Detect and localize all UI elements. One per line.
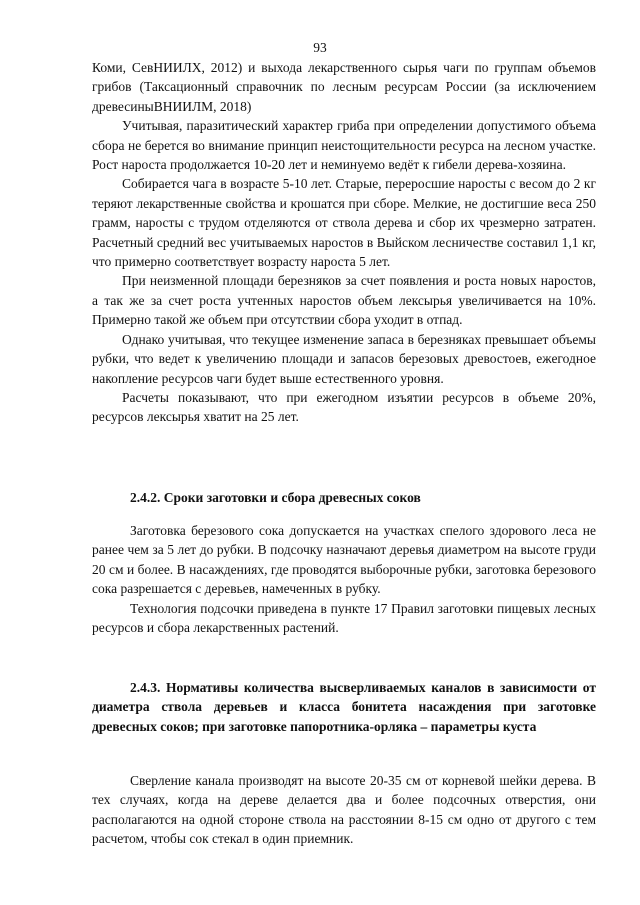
paragraph: При неизменной площади березняков за счет появления и роста новых наростов, а так же за счет роста учтенных наростов объем лексырья увеличивается на 10%. Примерно такой же объем при отсутствии сбора уходит в отпад.	[92, 273, 596, 328]
paragraph: Заготовка березового сока допускается на участках спелого здорового леса не ранее чем за 5 лет до рубки. В подсочку назначают деревья диаметром на высоте груди 20 см и более. В насаждениях, где проводятся выборочные рубки, заготовка березового сока разрешается с деревьев, намеченных в рубку.	[92, 523, 596, 597]
paragraph: Технология подсочки приведена в пункте 17 Правил заготовки пищевых лесных ресурсов и сбора лекарственных растений.	[92, 600, 596, 636]
section-heading: 2.4.3. Нормативы количества высверливаемых каналов в зависимости от диаметра ствола деревьев и класса бонитета насаждения при заготовке древесных соков; при заготовке папоротника-орляка – параметры куста	[92, 680, 596, 734]
paragraph: Расчеты показывают, что при ежегодном изъятии ресурсов в объеме 20%, ресурсов лексырья хватит на 25 лет.	[92, 389, 596, 425]
body-text	[92, 58, 596, 427]
paragraph: Учитывая, паразитический характер гриба при определении допустимого объема сбора не берется во внимание принцип неистощительности ресурса на лесном участке. Рост нароста продолжается 10-20 лет и неминуемо ведёт к гибели дерева-хозяина.	[92, 118, 596, 173]
paragraph: Коми, СевНИИЛХ, 2012) и выхода лекарственного сырья чаги по группам объемов грибов (Таксационный справочник по лесным ресурсам России (за исключением древесиныВНИИЛМ, 2018)	[92, 60, 596, 114]
page-number: 93	[313, 40, 327, 55]
section-body	[92, 771, 596, 849]
paragraph: Собирается чага в возрасте 5-10 лет. Старые, переросшие наросты с весом до 2 кг теряют лекарственные свойства и крошатся при сборе. Мелкие, не достигшие веса 250 грамм, наросты с трудом отделяются от ствола дерева и сбор их чрезмерно затратен. Расчетный средний вес учитываемых наростов в Выйском лесничестве составил 1,1 кг, что примерно соответствует возрасту нароста 5 лет.	[92, 176, 596, 270]
paragraph: Однако учитывая, что текущее изменение запаса в березняках превышает объемы рубки, что ведет к увеличению площади и запасов березовых древостоев, ежегодное накопление ресурсов чаги будет выше естественного уровня.	[92, 331, 596, 386]
paragraph: Сверление канала производят на высоте 20-35 см от корневой шейки дерева. В тех случаях, когда на дереве делается два и более подсочных отверстия, они располагаются на одной стороне ствола на расстоянии 8-15 см одно от другого с тем расчетом, чтобы сок стекал в один приемник.	[92, 773, 596, 847]
section-heading: 2.4.2. Сроки заготовки и сбора древесных соков	[130, 490, 421, 505]
section-body	[92, 521, 596, 637]
